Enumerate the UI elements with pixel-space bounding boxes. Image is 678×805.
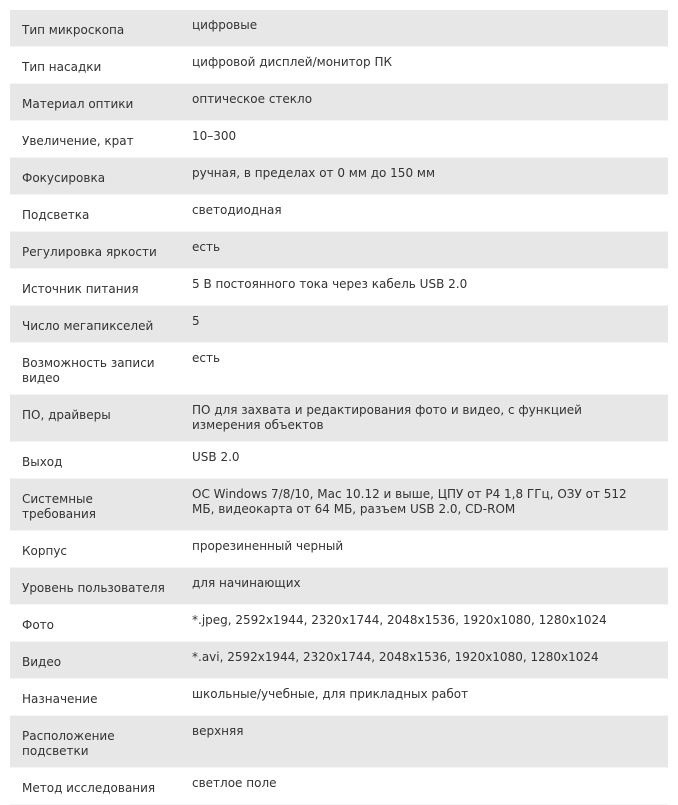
spec-value: *.jpeg, 2592x1944, 2320x1744, 2048x1536, 1920x1080, 1280x1024 — [192, 613, 607, 627]
spec-label-cell — [10, 568, 180, 605]
specifications-table — [10, 10, 668, 805]
spec-value: есть — [192, 240, 221, 254]
spec-value-cell — [180, 158, 668, 195]
spec-label-cell — [10, 121, 180, 158]
spec-label: Метод исследования — [22, 781, 156, 795]
spec-value: *.avi, 2592x1944, 2320x1744, 2048x1536, 1920x1080, 1280x1024 — [192, 650, 599, 664]
spec-label-cell — [10, 84, 180, 121]
spec-label-cell — [10, 10, 180, 47]
spec-label: Регулировка яркости — [22, 245, 157, 259]
spec-value: цифровой дисплей/монитор ПК — [192, 55, 392, 69]
spec-label: Источник питания — [22, 282, 139, 296]
spec-value: светодиодная — [192, 203, 282, 217]
spec-label: Выход — [22, 455, 63, 469]
spec-row — [10, 642, 668, 679]
spec-value-cell — [180, 395, 668, 442]
spec-value: OC Windows 7/8/10, Mac 10.12 и выше, ЦПУ от P4 1,8 ГГц, ОЗУ от 512 МБ, видеокарта от 64 МБ, разъем USB 2.0, CD-ROM — [192, 487, 627, 516]
spec-label-cell — [10, 479, 180, 531]
spec-row — [10, 531, 668, 568]
spec-value: прорезиненный черный — [192, 539, 344, 553]
spec-row — [10, 716, 668, 768]
spec-value-cell — [180, 479, 668, 531]
spec-value: USB 2.0 — [192, 450, 240, 464]
spec-row — [10, 306, 668, 343]
spec-value-cell — [180, 442, 668, 479]
spec-value: светлое поле — [192, 776, 277, 790]
spec-row — [10, 343, 668, 395]
spec-row — [10, 479, 668, 531]
spec-value: есть — [192, 351, 221, 365]
spec-label: Подсветка — [22, 208, 90, 222]
spec-label-cell — [10, 343, 180, 395]
spec-label: Возможность записи видео — [22, 356, 155, 385]
spec-row — [10, 195, 668, 232]
spec-value: цифровые — [192, 18, 258, 32]
spec-row — [10, 395, 668, 442]
spec-row — [10, 269, 668, 306]
spec-value-cell — [180, 343, 668, 395]
spec-row — [10, 10, 668, 47]
spec-row — [10, 568, 668, 605]
spec-row — [10, 84, 668, 121]
spec-value: оптическое стекло — [192, 92, 313, 106]
spec-row — [10, 768, 668, 805]
spec-label: Назначение — [22, 692, 98, 706]
spec-value: школьные/учебные, для прикладных работ — [192, 687, 469, 701]
spec-value-cell — [180, 716, 668, 768]
spec-label: Корпус — [22, 544, 68, 558]
spec-value: верхняя — [192, 724, 244, 738]
spec-row — [10, 679, 668, 716]
spec-label: Материал оптики — [22, 97, 134, 111]
spec-row — [10, 47, 668, 84]
spec-label-cell — [10, 306, 180, 343]
spec-label-cell — [10, 195, 180, 232]
spec-label-cell — [10, 269, 180, 306]
spec-value-cell — [180, 568, 668, 605]
spec-label-cell — [10, 642, 180, 679]
spec-value: 5 В постоянного тока через кабель USB 2.0 — [192, 277, 468, 291]
spec-label-cell — [10, 716, 180, 768]
spec-label: Фото — [22, 618, 55, 632]
spec-value-cell — [180, 47, 668, 84]
spec-label: Системные требования — [22, 492, 97, 521]
spec-label: ПО, драйверы — [22, 408, 111, 422]
spec-value-cell — [180, 10, 668, 47]
spec-value: 10–300 — [192, 129, 237, 143]
spec-label-cell — [10, 158, 180, 195]
spec-value-cell — [180, 232, 668, 269]
spec-label-cell — [10, 605, 180, 642]
spec-label: Увеличение, крат — [22, 134, 134, 148]
spec-label: Фокусировка — [22, 171, 106, 185]
spec-label: Уровень пользователя — [22, 581, 165, 595]
spec-row — [10, 158, 668, 195]
spec-label: Число мегапикселей — [22, 319, 154, 333]
spec-value-cell — [180, 642, 668, 679]
spec-label-cell — [10, 47, 180, 84]
spec-label: Видео — [22, 655, 62, 669]
spec-row — [10, 442, 668, 479]
spec-value-cell — [180, 84, 668, 121]
spec-value-cell — [180, 768, 668, 805]
spec-label-cell — [10, 531, 180, 568]
spec-value-cell — [180, 679, 668, 716]
spec-label-cell — [10, 232, 180, 269]
spec-value: для начинающих — [192, 576, 301, 590]
spec-label-cell — [10, 395, 180, 442]
spec-value: ПО для захвата и редактирования фото и видео, с функцией измерения объектов — [192, 403, 582, 432]
spec-value: 5 — [192, 314, 200, 328]
spec-value-cell — [180, 121, 668, 158]
spec-label-cell — [10, 679, 180, 716]
spec-value-cell — [180, 306, 668, 343]
spec-row — [10, 121, 668, 158]
spec-label: Тип микроскопа — [22, 23, 125, 37]
spec-value-cell — [180, 269, 668, 306]
spec-row — [10, 605, 668, 642]
spec-value-cell — [180, 605, 668, 642]
spec-value-cell — [180, 195, 668, 232]
spec-row — [10, 232, 668, 269]
spec-label: Расположение подсветки — [22, 729, 115, 758]
spec-label-cell — [10, 768, 180, 805]
specifications-body — [10, 10, 668, 805]
spec-label-cell — [10, 442, 180, 479]
spec-value: ручная, в пределах от 0 мм до 150 мм — [192, 166, 435, 180]
spec-label: Тип насадки — [22, 60, 102, 74]
spec-value-cell — [180, 531, 668, 568]
